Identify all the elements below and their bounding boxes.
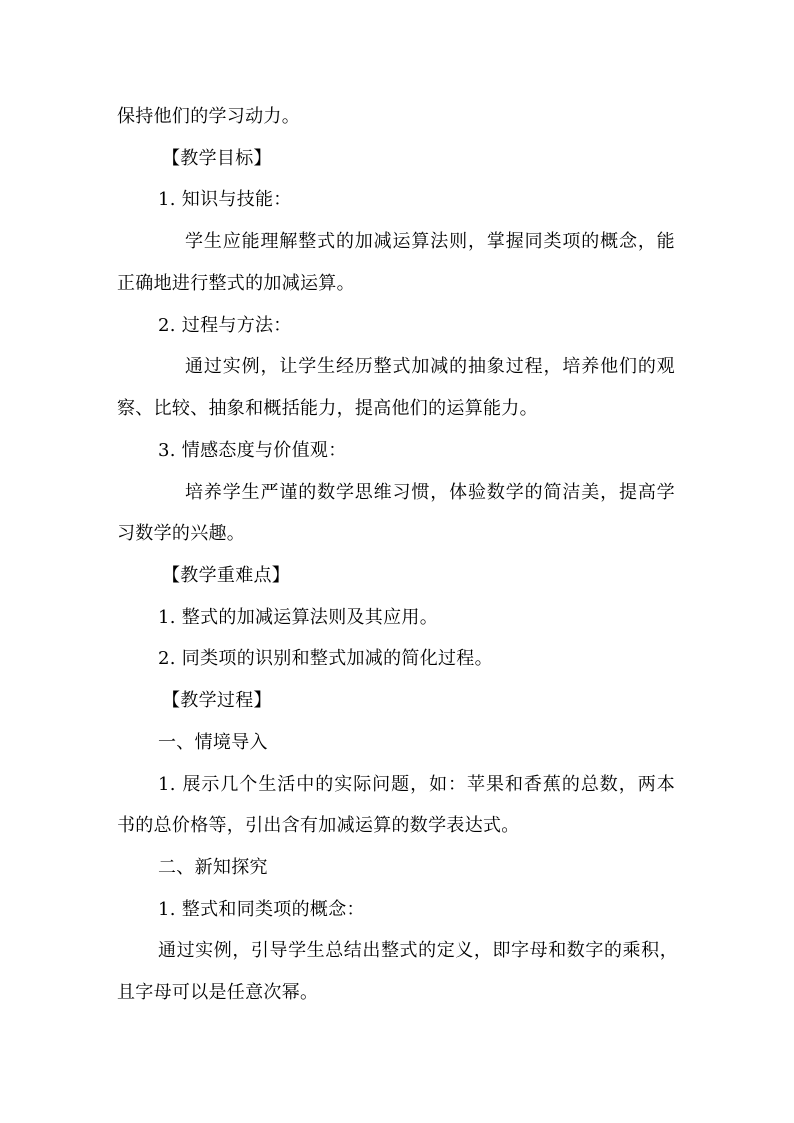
subsection-heading: 一、情境导入 (158, 732, 268, 753)
list-item-heading: 3. 情感态度与价值观： (158, 440, 347, 461)
list-item-heading: 1. 知识与技能： (158, 189, 292, 210)
paragraph-line: 书的总价格等，引出含有加减运算的数学表达式。 (117, 815, 520, 836)
paragraph-line: 察、比较、抽象和概括能力，提高他们的运算能力。 (117, 398, 538, 419)
section-heading-objectives: 【教学目标】 (162, 148, 272, 169)
list-item: 1. 展示几个生活中的实际问题，如：苹果和香蕉的总数，两本 (158, 774, 675, 795)
list-item: 1. 整式的加减运算法则及其应用。 (158, 607, 438, 628)
subsection-heading: 二、新知探究 (158, 857, 268, 878)
paragraph-line: 且字母可以是任意次幂。 (117, 982, 319, 1003)
list-item-heading: 1. 整式和同类项的概念： (158, 899, 365, 920)
paragraph-line: 通过实例，让学生经历整式加减的抽象过程，培养他们的观 (185, 356, 675, 377)
paragraph-line: 正确地进行整式的加减运算。 (117, 273, 355, 294)
section-heading-process: 【教学过程】 (162, 690, 272, 711)
paragraph-line: 习数学的兴趣。 (117, 523, 246, 544)
paragraph-line: 保持他们的学习动力。 (117, 106, 300, 127)
paragraph-line: 学生应能理解整式的加减运算法则，掌握同类项的概念，能 (185, 231, 675, 252)
list-item: 2. 同类项的识别和整式加减的简化过程。 (158, 648, 493, 669)
list-item-heading: 2. 过程与方法： (158, 315, 292, 336)
section-heading-key-points: 【教学重难点】 (162, 565, 291, 586)
paragraph-line: 培养学生严谨的数学思维习惯，体验数学的简洁美，提高学 (185, 482, 675, 503)
paragraph-line: 通过实例，引导学生总结出整式的定义，即字母和数字的乘积， (158, 940, 678, 961)
